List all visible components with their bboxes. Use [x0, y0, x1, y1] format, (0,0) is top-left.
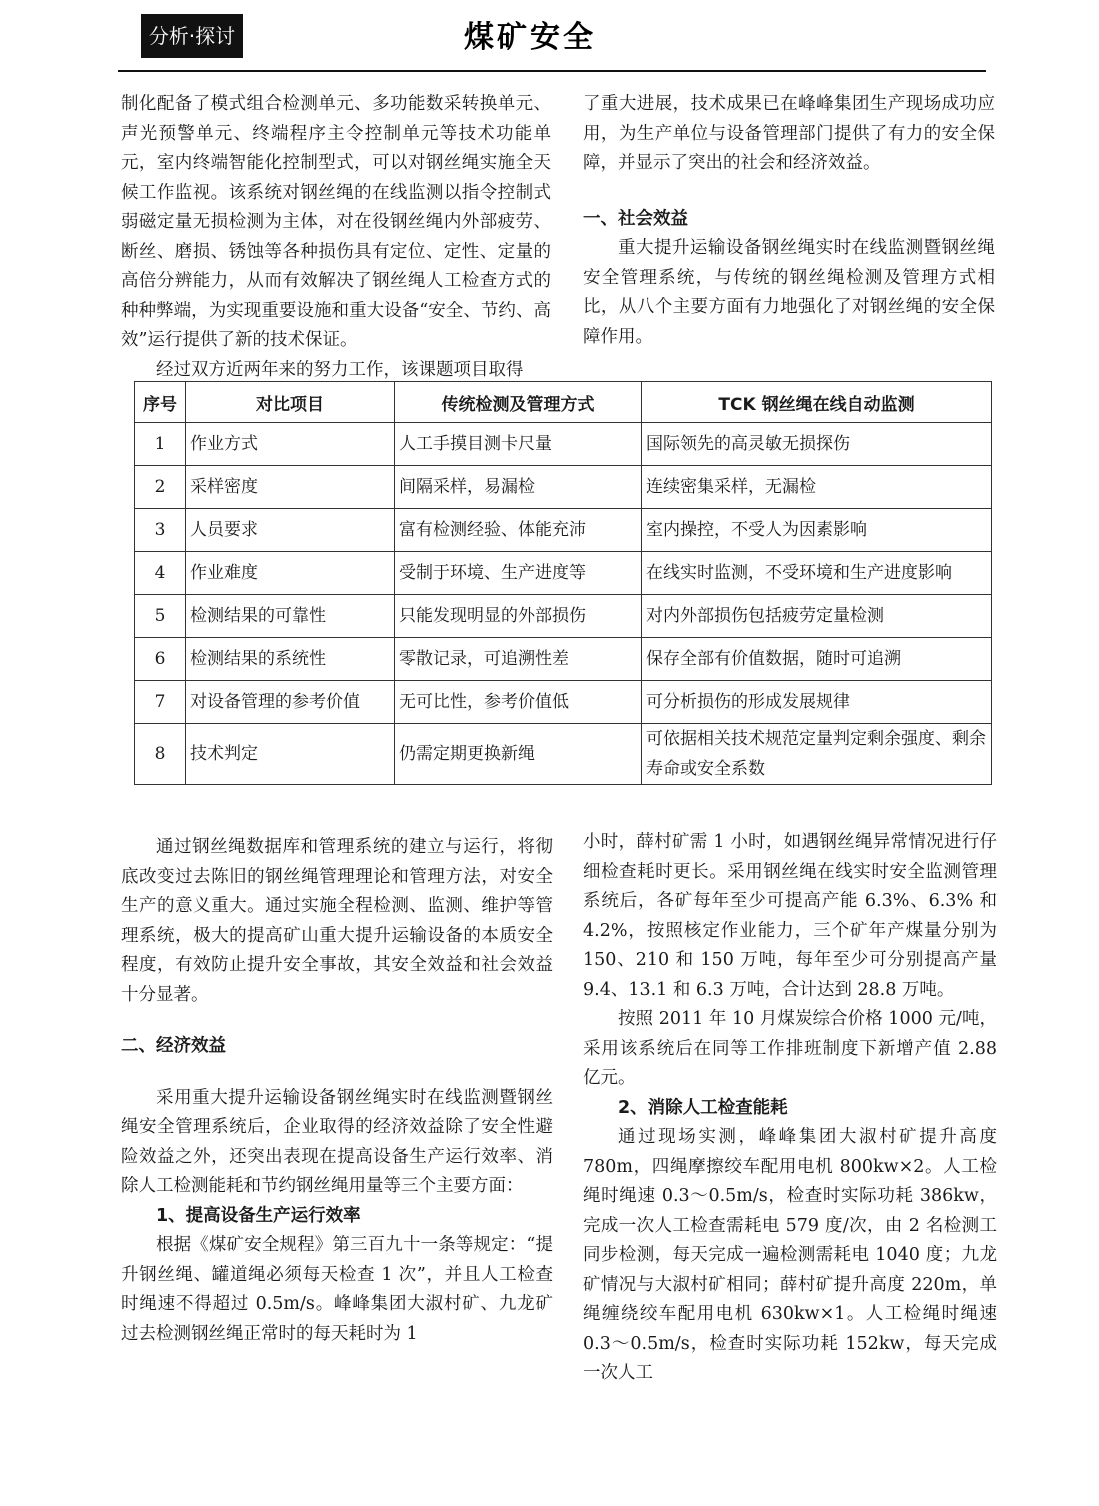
- table-cell: 7: [135, 681, 186, 724]
- table-cell: 零散记录，可追溯性差: [395, 638, 642, 681]
- table-cell: 6: [135, 638, 186, 681]
- paragraph: 按照 2011 年 10 月煤炭综合价格 1000 元/吨，采用该系统后在同等工作排班制度下新增产值 2.88 亿元。: [583, 1009, 997, 1088]
- table-cell: 国际领先的高灵敏无损探伤: [642, 423, 992, 466]
- paragraph: 了重大进展，技术成果已在峰峰集团生产现场成功应用，为生产单位与设备管理部门提供了有力的安全保障，并显示了突出的社会和经济效益。: [583, 94, 995, 173]
- table-header-cell: 传统检测及管理方式: [395, 382, 642, 423]
- table-cell: 只能发现明显的外部损伤: [395, 595, 642, 638]
- table-header-cell: TCK 钢丝绳在线自动监测: [642, 382, 992, 423]
- paragraph: 通过现场实测，峰峰集团大淑村矿提升高度 780m，四绳摩擦绞车配用电机 800kw×2。人工检绳时绳速 0.3～0.5m/s，检查时实际功耗 386kw，完成一次人工检查需耗电 579 度/次，由 2 名检测工同步检测，每天完成一遍检测需耗电 1040 度；九龙矿情况与大淑村矿相同；薛村矿提升高度 220m，单绳缠绕绞车配用电机 630kw×1。人工检绳时绳速 0.3～0.5m/s，检查时实际功耗 152kw，每天完成一次人工: [583, 1127, 997, 1383]
- paragraph: 小时，薛村矿需 1 小时，如遇钢丝绳异常情况进行仔细检查耗时更长。采用钢丝绳在线实时安全监测管理系统后，各矿每年至少可提高产能 6.3%、6.3% 和 4.2%，按照核定作业能力，三个矿年产煤量分别为 150、210 和 150 万吨，每年至少可分别提高产量 9.4、13.1 和 6.3 万吨，合计达到 28.8 万吨。: [583, 832, 997, 1000]
- table-cell: 作业方式: [186, 423, 395, 466]
- bottom-left-column: [121, 833, 553, 1349]
- table-row: [135, 466, 992, 509]
- table-row: [135, 552, 992, 595]
- table-header-row: [135, 382, 992, 423]
- table-cell: 可依据相关技术规范定量判定剩余强度、剩余寿命或安全系数: [642, 724, 992, 785]
- paragraph: 重大提升运输设备钢丝绳实时在线监测暨钢丝绳安全管理系统，与传统的钢丝绳检测及管理方式相比，从八个主要方面有力地强化了对钢丝绳的安全保障作用。: [583, 238, 995, 347]
- section-tag: 分析·探讨: [141, 14, 243, 58]
- table-cell: 检测结果的系统性: [186, 638, 395, 681]
- table-cell: 人工手摸目测卡尺量: [395, 423, 642, 466]
- table-cell: 无可比性，参考价值低: [395, 681, 642, 724]
- table-cell: 1: [135, 423, 186, 466]
- top-right-column: [583, 90, 995, 352]
- journal-title: 煤矿安全: [464, 20, 596, 55]
- table-cell: 3: [135, 509, 186, 552]
- paragraph: 通过钢丝绳数据库和管理系统的建立与运行，将彻底改变过去陈旧的钢丝绳管理理论和管理方法，对安全生产的意义重大。通过实施全程检测、监测、维护等管理系统，极大的提高矿山重大提升运输设备的本质安全程度，有效防止提升安全事故，其安全效益和社会效益十分显著。: [121, 837, 553, 1005]
- table-cell: 2: [135, 466, 186, 509]
- table-row: [135, 638, 992, 681]
- table-cell: 技术判定: [186, 724, 395, 785]
- subsection-heading: 2、消除人工检查能耗: [618, 1097, 788, 1118]
- table-cell: 富有检测经验、体能充沛: [395, 509, 642, 552]
- table-cell: 在线实时监测，不受环境和生产进度影响: [642, 552, 992, 595]
- subsection-heading: 1、提高设备生产运行效率: [156, 1205, 361, 1226]
- table-cell: 4: [135, 552, 186, 595]
- paragraph: 根据《煤矿安全规程》第三百九十一条等规定：“提升钢丝绳、罐道绳必须每天检查 1 次”，并且人工检查时绳速不得超过 0.5m/s。峰峰集团大淑村矿、九龙矿过去检测钢丝绳正常时的每天耗时为 1: [121, 1235, 553, 1344]
- table-row: [135, 681, 992, 724]
- table-cell: 对设备管理的参考价值: [186, 681, 395, 724]
- comparison-table: [134, 381, 992, 785]
- table-cell: 作业难度: [186, 552, 395, 595]
- paragraph: 采用重大提升运输设备钢丝绳实时在线监测暨钢丝绳安全管理系统后，企业取得的经济效益除了安全性避险效益之外，还突出表现在提高设备生产运行效率、消除人工检测能耗和节约钢丝绳用量等三个主要方面：: [121, 1087, 553, 1196]
- bottom-right-column: [583, 828, 997, 1389]
- table-cell: 5: [135, 595, 186, 638]
- table-header-cell: 序号: [135, 382, 186, 423]
- header-divider: [118, 70, 986, 72]
- table-cell: 受制于环境、生产进度等: [395, 552, 642, 595]
- table-cell: 保存全部有价值数据，随时可追溯: [642, 638, 992, 681]
- table-cell: 检测结果的可靠性: [186, 595, 395, 638]
- section-heading-social-benefit: 一、社会效益: [583, 208, 688, 229]
- table-cell: 采样密度: [186, 466, 395, 509]
- table-cell: 8: [135, 724, 186, 785]
- table-cell: 人员要求: [186, 509, 395, 552]
- table-cell: 间隔采样，易漏检: [395, 466, 642, 509]
- table-cell: 室内操控，不受人为因素影响: [642, 509, 992, 552]
- table-row: [135, 423, 992, 466]
- paragraph: 制化配备了模式组合检测单元、多功能数采转换单元、声光预警单元、终端程序主令控制单元等技术功能单元，室内终端智能化控制型式，可以对钢丝绳实施全天候工作监视。该系统对钢丝绳的在线监测以指令控制式弱磁定量无损检测为主体，对在役钢丝绳内外部疲劳、断丝、磨损、锈蚀等各种损伤具有定位、定性、定量的高倍分辨能力，从而有效解决了钢丝绳人工检查方式的种种弊端，为实现重要设施和重大设备“安全、节约、高效”运行提供了新的技术保证。: [121, 94, 551, 350]
- table-row: [135, 595, 992, 638]
- table-cell: 连续密集采样，无漏检: [642, 466, 992, 509]
- table-row: [135, 509, 992, 552]
- section-heading-economic-benefit: 二、经济效益: [121, 1036, 226, 1056]
- top-left-column: [121, 90, 551, 385]
- table-header-cell: 对比项目: [186, 382, 395, 423]
- table-cell: 可分析损伤的形成发展规律: [642, 681, 992, 724]
- table-row: [135, 724, 992, 785]
- table-cell: 对内外部损伤包括疲劳定量检测: [642, 595, 992, 638]
- paragraph: 经过双方近两年来的努力工作，该课题项目取得: [156, 359, 524, 380]
- table-cell: 仍需定期更换新绳: [395, 724, 642, 785]
